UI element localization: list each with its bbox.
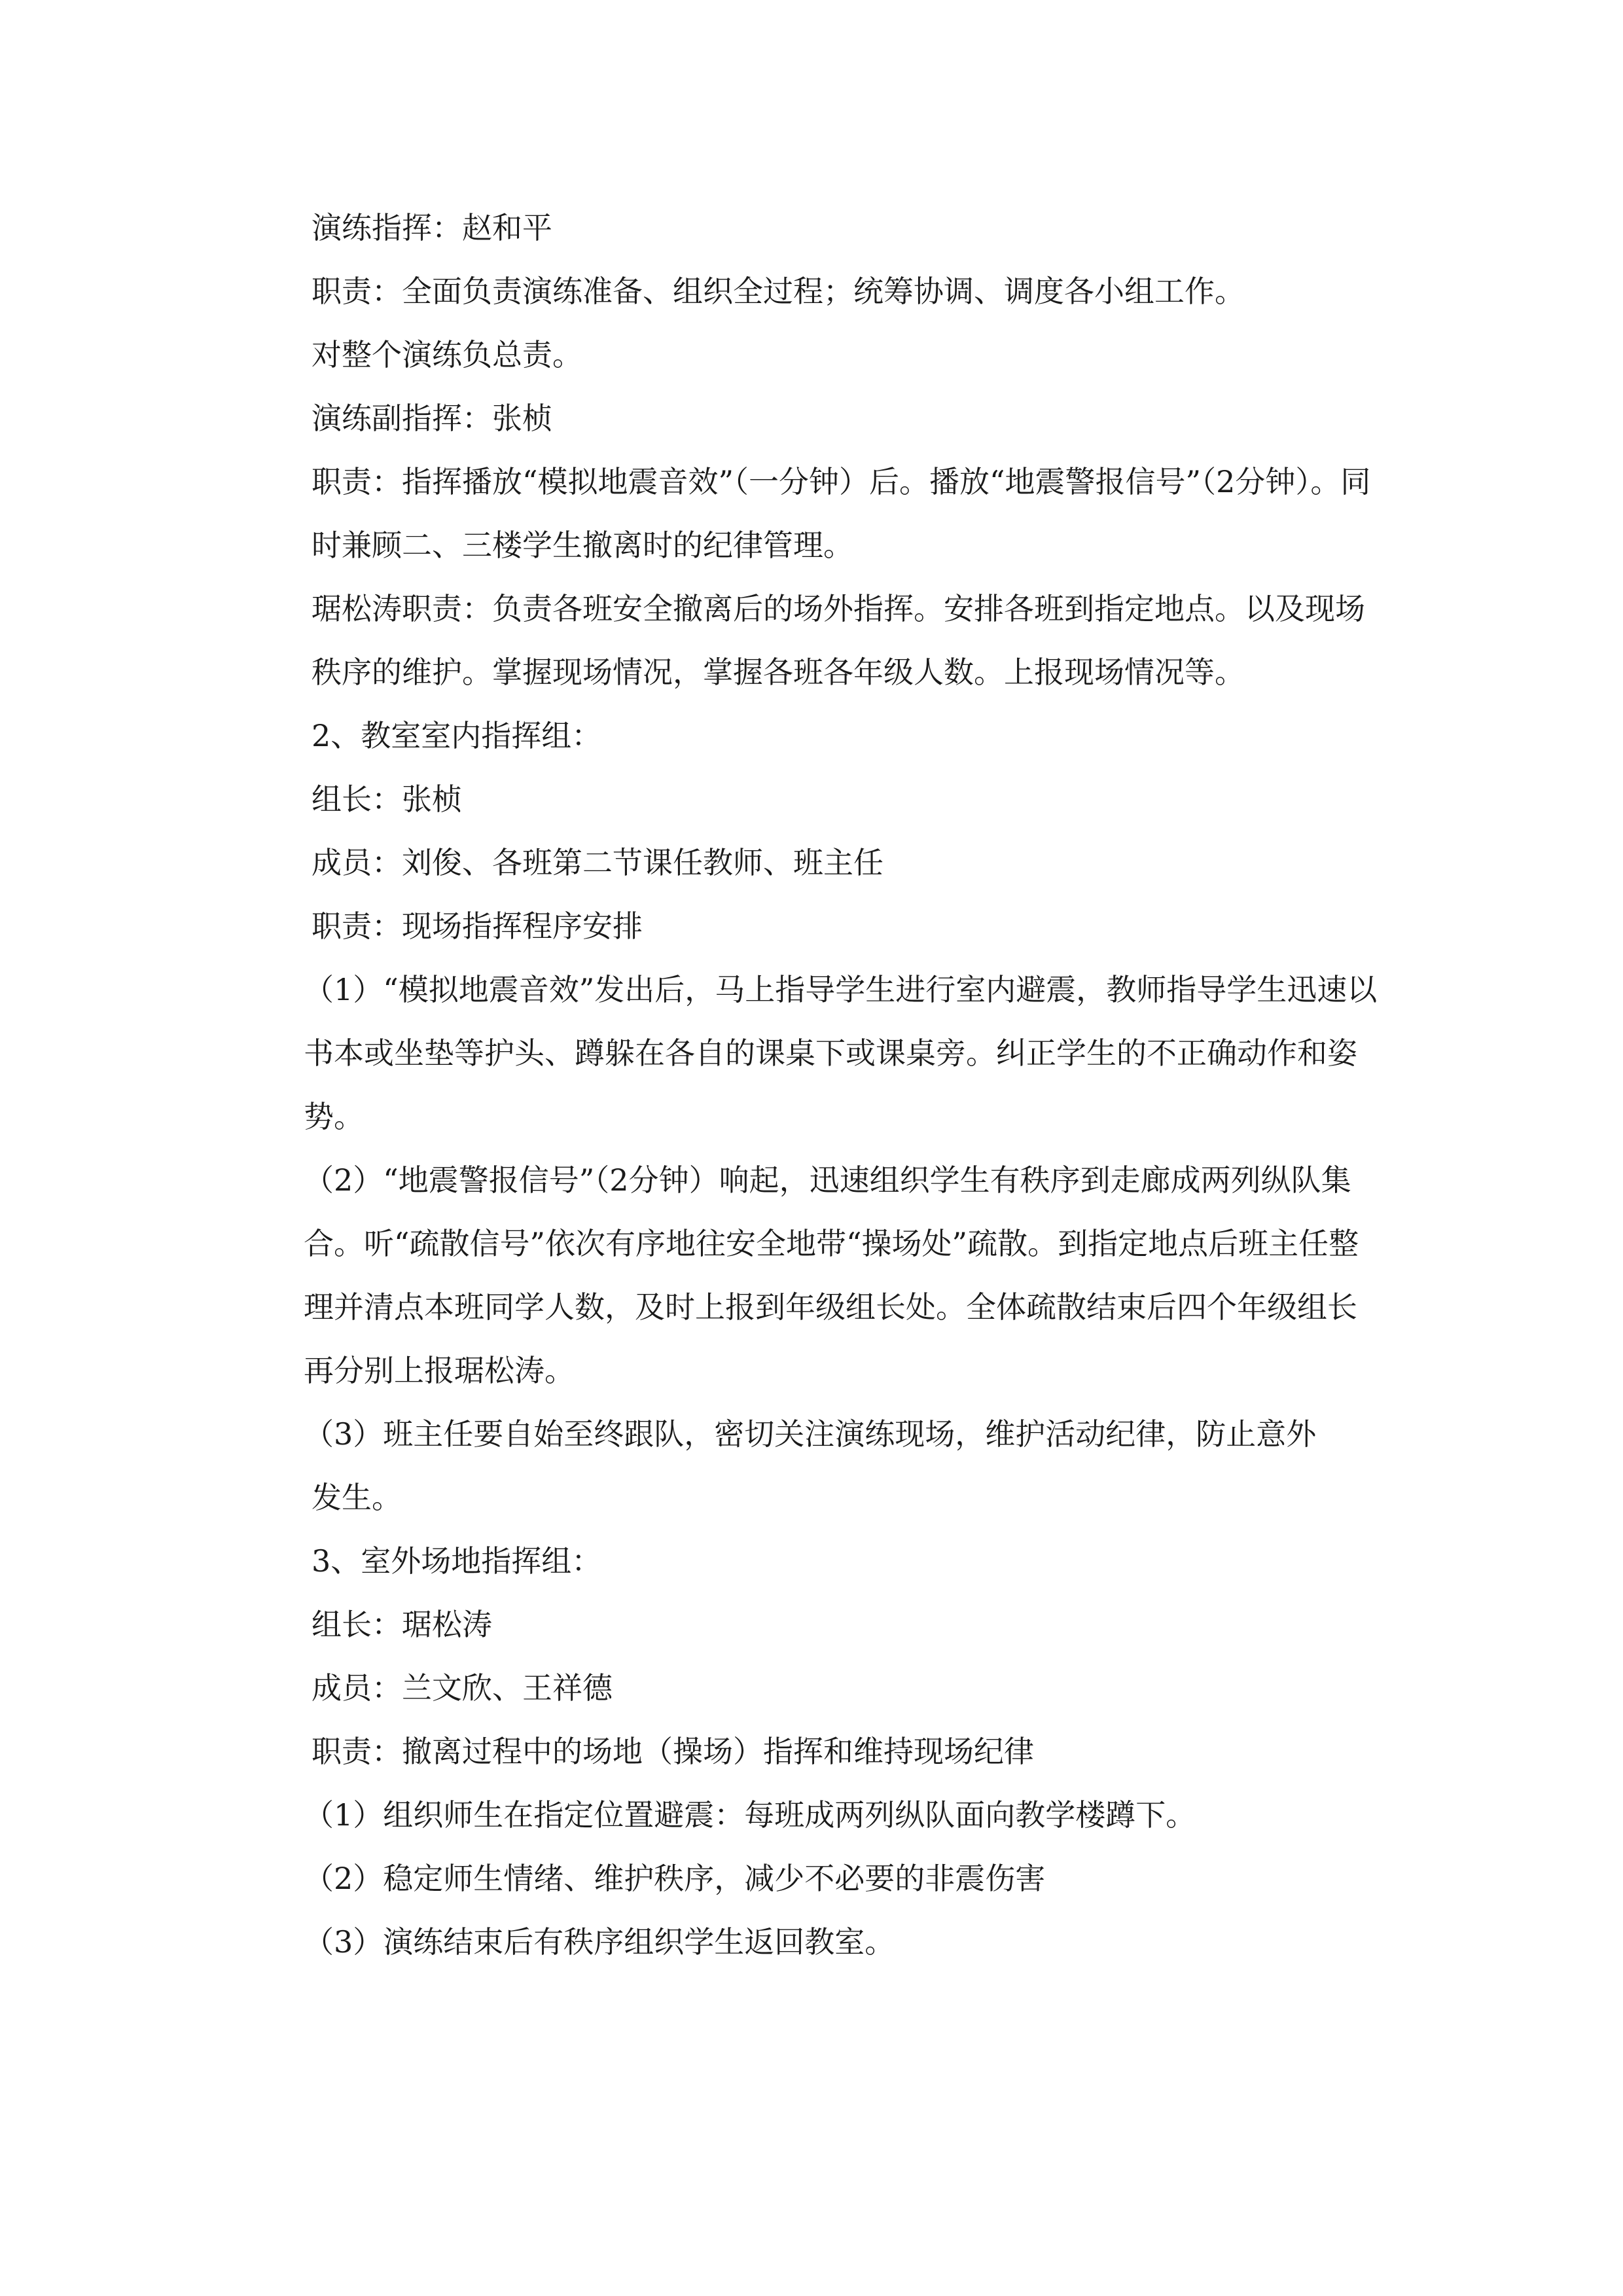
section-2-item-2: （2）“地震警报信号”（2分钟）响起，迅速组织学生有秩序到走廊成两列纵队集合。听“疏散信号”依次有序地往安全地带“操场处”疏散。到指定地点后班主任整理并清点本班同学人数，及时上报到年级组长处。全体疏散结束后四个年级组长再分别上报琚松涛。 [304,1162,1359,1388]
section-3-item-2: （2）稳定师生情绪、维护秩序，减少不必要的非震伤害 [304,1861,1046,1896]
section-3-heading: 3、室外场地指挥组： [312,1543,602,1579]
section-3-duty: 职责：撤离过程中的场地（操场）指挥和维持现场纪律 [312,1734,1034,1769]
section-2-item-3: （3）班主任要自始至终跟队，密切关注演练现场，维护活动纪律，防止意外 [304,1416,1317,1452]
section-3-item-1: （1）组织师生在指定位置避震：每班成两列纵队面向教学楼蹲下。 [304,1797,1196,1833]
deputy-commander-line: 演练副指挥：张桢 [312,401,552,436]
section-3-item-3: （3）演练结束后有秩序组织学生返回教室。 [304,1924,895,1960]
commander-line: 演练指挥：赵和平 [312,210,552,245]
document-body [246,196,1382,1974]
section-2-item-3-continuation: 发生。 [312,1480,402,1515]
commander-duty-line: 职责：全面负责演练准备、组织全过程；统筹协调、调度各小组工作。 [312,274,1245,309]
section-2-leader: 组长：张桢 [312,781,462,817]
deputy-duty-paragraph: 职责：指挥播放“模拟地震音效”（一分钟）后。播放“地震警报信号”（2分钟）。同时兼顾二、三楼学生撤离时的纪律管理。 [312,464,1371,563]
section-2-members: 成员：刘俊、各班第二节课任教师、班主任 [312,845,883,880]
commander-duty-continuation: 对整个演练负总责。 [312,337,582,372]
section-2-item-1: （1）“模拟地震音效”发出后，马上指导学生进行室内避震，教师指导学生迅速以书本或坐垫等护头、蹲躲在各自的课桌下或课桌旁。纠正学生的不正确动作和姿势。 [304,972,1378,1134]
section-3-leader: 组长：琚松涛 [312,1607,492,1642]
ju-duty-paragraph: 琚松涛职责：负责各班安全撤离后的场外指挥。安排各班到指定地点。以及现场秩序的维护。掌握现场情况，掌握各班各年级人数。上报现场情况等。 [312,591,1365,690]
section-2-duty: 职责：现场指挥程序安排 [312,908,643,944]
section-3-members: 成员：兰文欣、王祥德 [312,1670,613,1706]
section-2-heading: 2、教室室内指挥组： [312,718,602,753]
